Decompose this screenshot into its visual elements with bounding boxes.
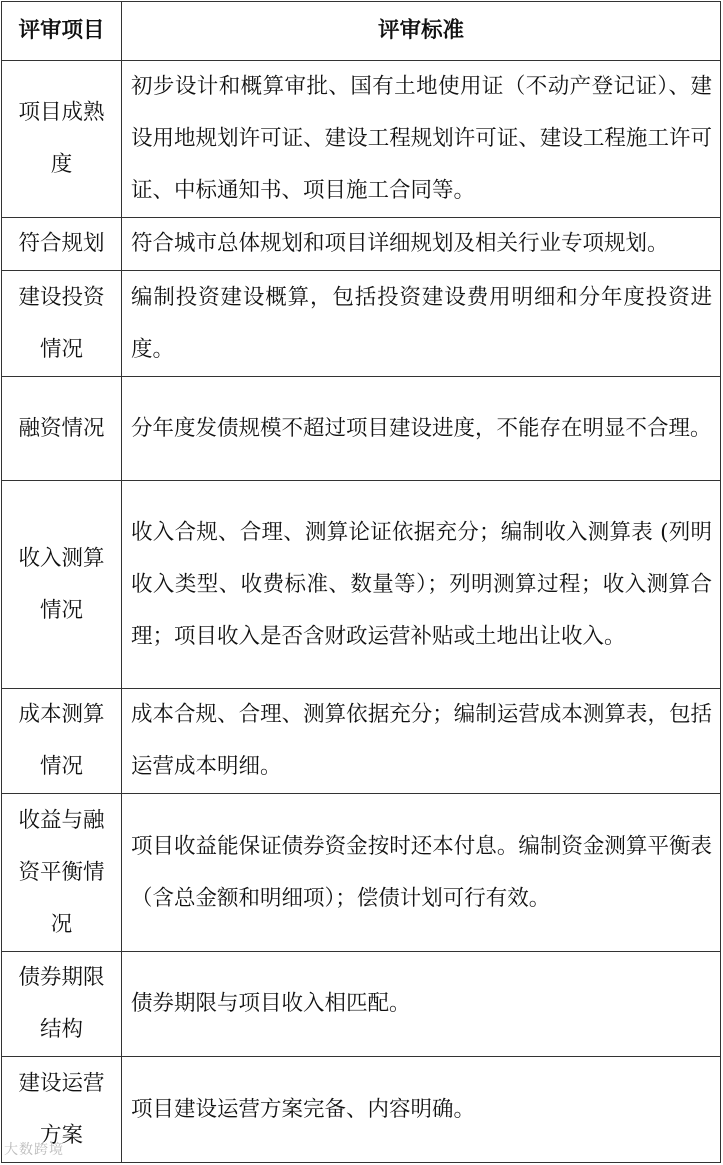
review-item: 符合规划 bbox=[2, 218, 122, 271]
watermark: 大数跨境 bbox=[4, 1142, 64, 1158]
table-row bbox=[2, 481, 721, 689]
header-review-standard: 评审标准 bbox=[122, 2, 721, 61]
table-row bbox=[2, 377, 721, 481]
table-row bbox=[2, 1057, 721, 1163]
table-row bbox=[2, 271, 721, 377]
table-row bbox=[2, 689, 721, 794]
review-item: 项目成熟度 bbox=[2, 61, 122, 218]
review-item: 收入测算情况 bbox=[2, 481, 122, 689]
review-standard: 初步设计和概算审批、国有土地使用证（不动产登记证）、建设用地规划许可证、建设工程规划许可证、建设工程施工许可证、中标通知书、项目施工合同等。 bbox=[122, 61, 721, 218]
review-standard: 分年度发债规模不超过项目建设进度，不能存在明显不合理。 bbox=[122, 377, 721, 481]
review-standard: 符合城市总体规划和项目详细规划及相关行业专项规划。 bbox=[122, 218, 721, 271]
review-standard: 债券期限与项目收入相匹配。 bbox=[122, 952, 721, 1057]
table-row bbox=[2, 61, 721, 218]
review-item: 成本测算情况 bbox=[2, 689, 122, 794]
header-review-item: 评审项目 bbox=[2, 2, 122, 61]
review-standard: 编制投资建设概算，包括投资建设费用明细和分年度投资进度。 bbox=[122, 271, 721, 377]
review-item: 收益与融资平衡情况 bbox=[2, 794, 122, 952]
review-item: 融资情况 bbox=[2, 377, 122, 481]
table-row bbox=[2, 952, 721, 1057]
table-row bbox=[2, 218, 721, 271]
review-item: 建设投资情况 bbox=[2, 271, 122, 377]
review-standard: 项目建设运营方案完备、内容明确。 bbox=[122, 1057, 721, 1163]
table-row bbox=[2, 794, 721, 952]
review-item: 债券期限结构 bbox=[2, 952, 122, 1057]
review-item: 建设运营方案 bbox=[2, 1057, 122, 1163]
review-criteria-table bbox=[1, 1, 721, 1163]
review-standard: 项目收益能保证债券资金按时还本付息。编制资金测算平衡表（含总金额和明细项）；偿债计划可行有效。 bbox=[122, 794, 721, 952]
review-standard: 收入合规、合理、测算论证依据充分；编制收入测算表 (列明收入类型、收费标准、数量等）；列明测算过程；收入测算合理；项目收入是否含财政运营补贴或土地出让收入。 bbox=[122, 481, 721, 689]
table-header-row bbox=[2, 2, 721, 61]
review-standard: 成本合规、合理、测算依据充分；编制运营成本测算表，包括运营成本明细。 bbox=[122, 689, 721, 794]
